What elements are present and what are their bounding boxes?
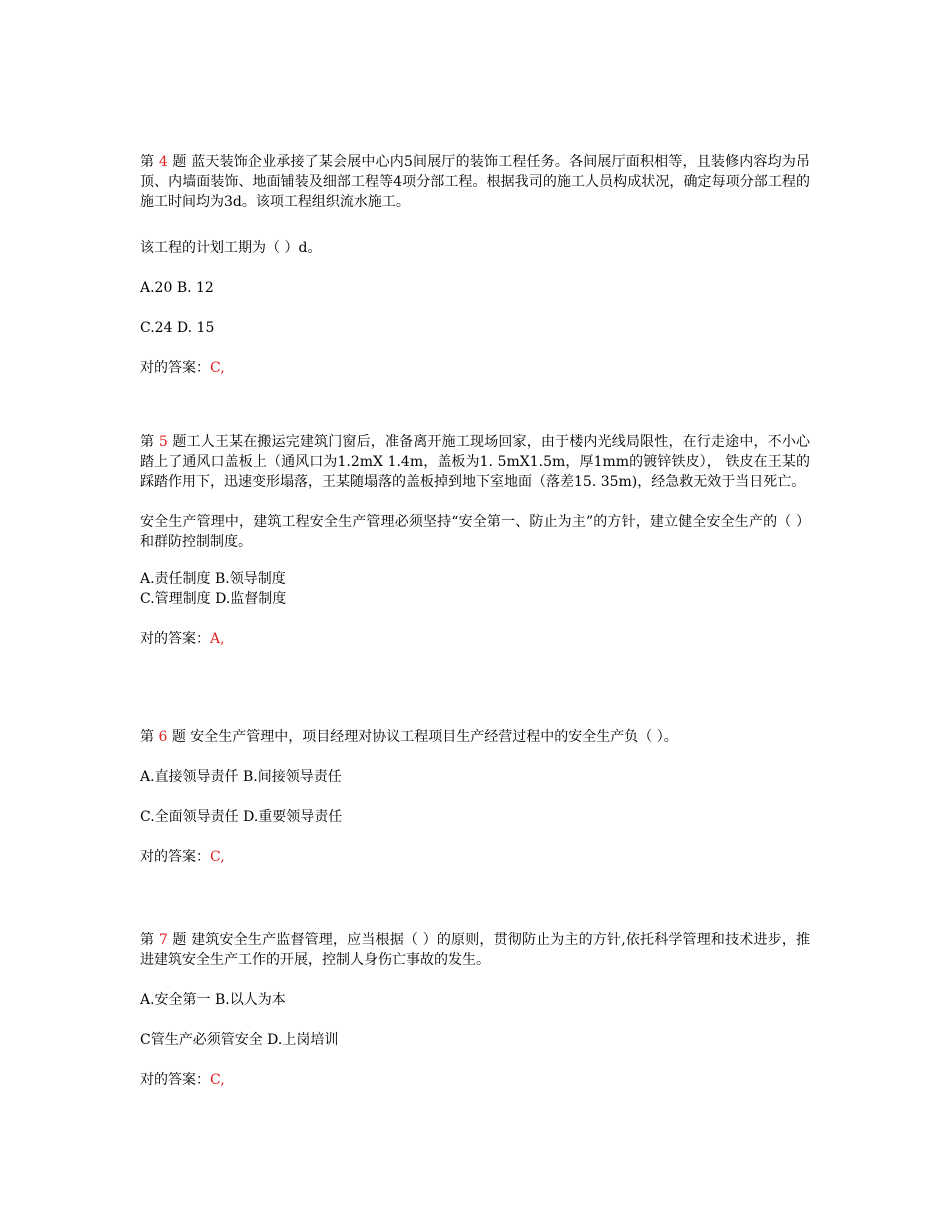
question-sub: 安全生产管理中，建筑工程安全生产管理必须坚持“安全第一、防止为主”的方针，建立健全安全生产的（ ）和群防控制制度。 — [140, 514, 810, 550]
answer-value: A, — [210, 631, 225, 647]
question-number: 5 — [158, 434, 168, 450]
answer-value: C, — [210, 360, 225, 376]
question-6 — [140, 727, 810, 867]
question-number: 4 — [158, 154, 168, 170]
question-stem: 第 4 题 蓝天装饰企业承接了某会展中心内5间展厅的装饰工程任务。各间展厅面积相等，且装修内容均为吊顶、内墙面装饰、地面铺装及细部工程等4项分部工程。根据我司的施工人员构成状况，确定每项分部工程的施工时间均为3d。该项工程组织流水施工。 — [140, 154, 811, 210]
question-stem: 第 7 题 建筑安全生产监督管理，应当根据（ ）的原则，贯彻防止为主的方针,依托科学管理和技术进步，推进建筑安全生产工作的开展，控制人身伤亡事故的发生。 — [140, 932, 810, 968]
question-7 — [140, 930, 810, 1090]
option-line: A.20 B. 12 — [140, 280, 214, 296]
option-line: C管生产必须管安全 D.上岗培训 — [140, 1032, 339, 1048]
answer-line: 对的答案：C, — [140, 849, 225, 865]
question-5 — [140, 432, 810, 649]
option-line: A.直接领导责仟 B.间接领导责任 — [140, 769, 342, 785]
question-sub: 该工程的计划工期为（ ）d。 — [140, 240, 322, 256]
question-number: 7 — [158, 932, 168, 948]
option-line: C.管理制度 D.监督制度 — [140, 591, 287, 607]
answer-value: C, — [210, 849, 225, 865]
question-4 — [140, 152, 810, 378]
option-line: C.全面领导责任 D.重要领导责任 — [140, 809, 343, 825]
answer-line: 对的答案：A, — [140, 631, 225, 647]
option-line: A.安全第一 B.以人为本 — [140, 992, 286, 1008]
question-stem: 第 5 题工人王某在搬运完建筑门窗后，准备离开施工现场回家，由于楼内光线局限性，在行走途中，不小心踏上了通风口盖板上（通风口为1.2mX 1.4m，盖板为1. 5mX1.5m，厚1mm的镀锌铁皮）， 铁皮在王某的踩踏作用下，迅速变形塌落，王某随塌落的盖板掉到地下室地面（落差15. 35m)，经急救无效于当日死亡。 — [140, 434, 811, 490]
option-line: C.24 D. 15 — [140, 320, 215, 336]
option-line: A.责任制度 B.领导制度 — [140, 571, 286, 587]
answer-line: 对的答案：C, — [140, 360, 225, 376]
answer-value: C, — [210, 1072, 225, 1088]
question-stem: 第 6 题 安全生产管理中，项目经理对协议工程项目生产经营过程中的安全生产负（ ）。 — [140, 729, 678, 745]
answer-line: 对的答案：C, — [140, 1072, 225, 1088]
question-number: 6 — [158, 729, 168, 745]
